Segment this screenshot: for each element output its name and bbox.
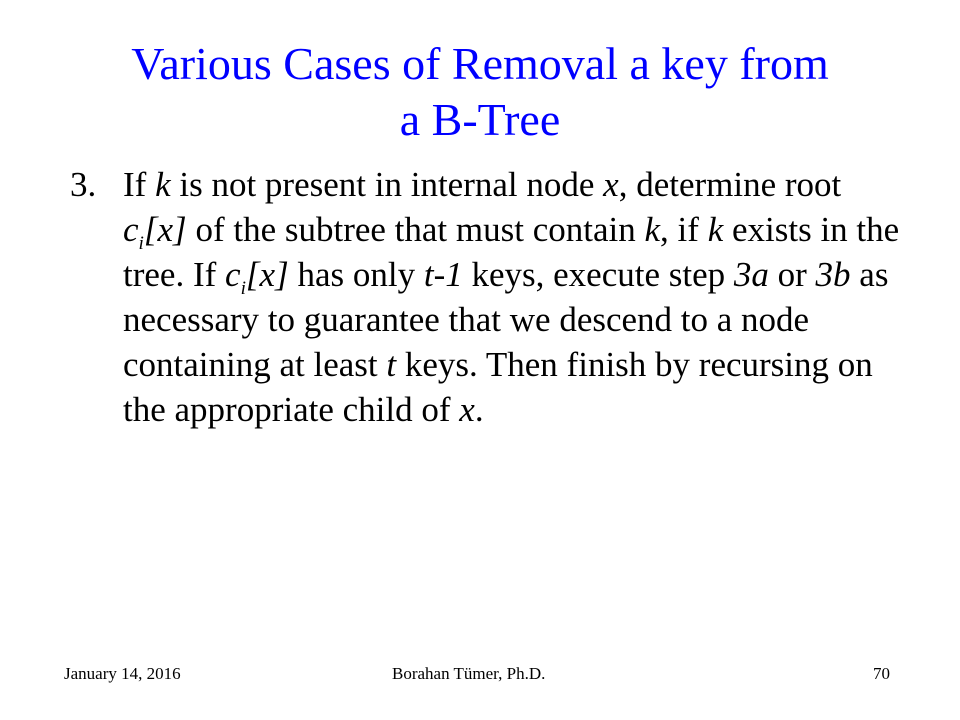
text-run: is not present in internal node [170, 165, 604, 204]
text-run: as necessary to guarantee that we descend to a node containing at least [123, 255, 889, 384]
text-run: c [123, 210, 139, 249]
text-run: keys, execute step [462, 255, 734, 294]
list-item [70, 162, 900, 432]
text-run: x [603, 165, 619, 204]
text-run: t [386, 345, 397, 384]
text-run: k [644, 210, 661, 249]
text-run: k [155, 165, 171, 204]
footer-author: Borahan Tümer, Ph.D. [392, 664, 546, 683]
list-item-number: 3. [70, 165, 97, 204]
text-run: i [138, 233, 144, 254]
text-run: . [474, 390, 484, 429]
list-item-text [123, 162, 900, 432]
text-run: , if [660, 210, 708, 249]
slide-title [40, 36, 920, 148]
slide-title-line-2: a B-Tree [399, 94, 561, 145]
footer-page-number: 70 [873, 664, 890, 683]
text-run: t-1 [423, 255, 463, 294]
text-run: , determine root [618, 165, 842, 204]
text-run: c [225, 255, 241, 294]
text-run: keys. Then finish by recursing on the appropriate child of [123, 345, 873, 429]
text-run: has only [288, 255, 424, 294]
text-run: of the subtree that must contain [186, 210, 645, 249]
text-run: x [459, 390, 475, 429]
footer-date: January 14, 2016 [64, 664, 181, 683]
text-run: i [240, 278, 246, 299]
text-run: [x] [143, 210, 187, 249]
text-run: k [707, 210, 724, 249]
text-run: [x] [245, 255, 289, 294]
text-run: exists in the tree. If [123, 210, 900, 294]
body-list [70, 162, 900, 432]
slide-title-line-1: Various Cases of Removal a key from [131, 38, 829, 89]
text-run: or [768, 255, 816, 294]
text-run: 3a [733, 255, 769, 294]
text-run: If [123, 165, 156, 204]
text-run: 3b [815, 255, 851, 294]
